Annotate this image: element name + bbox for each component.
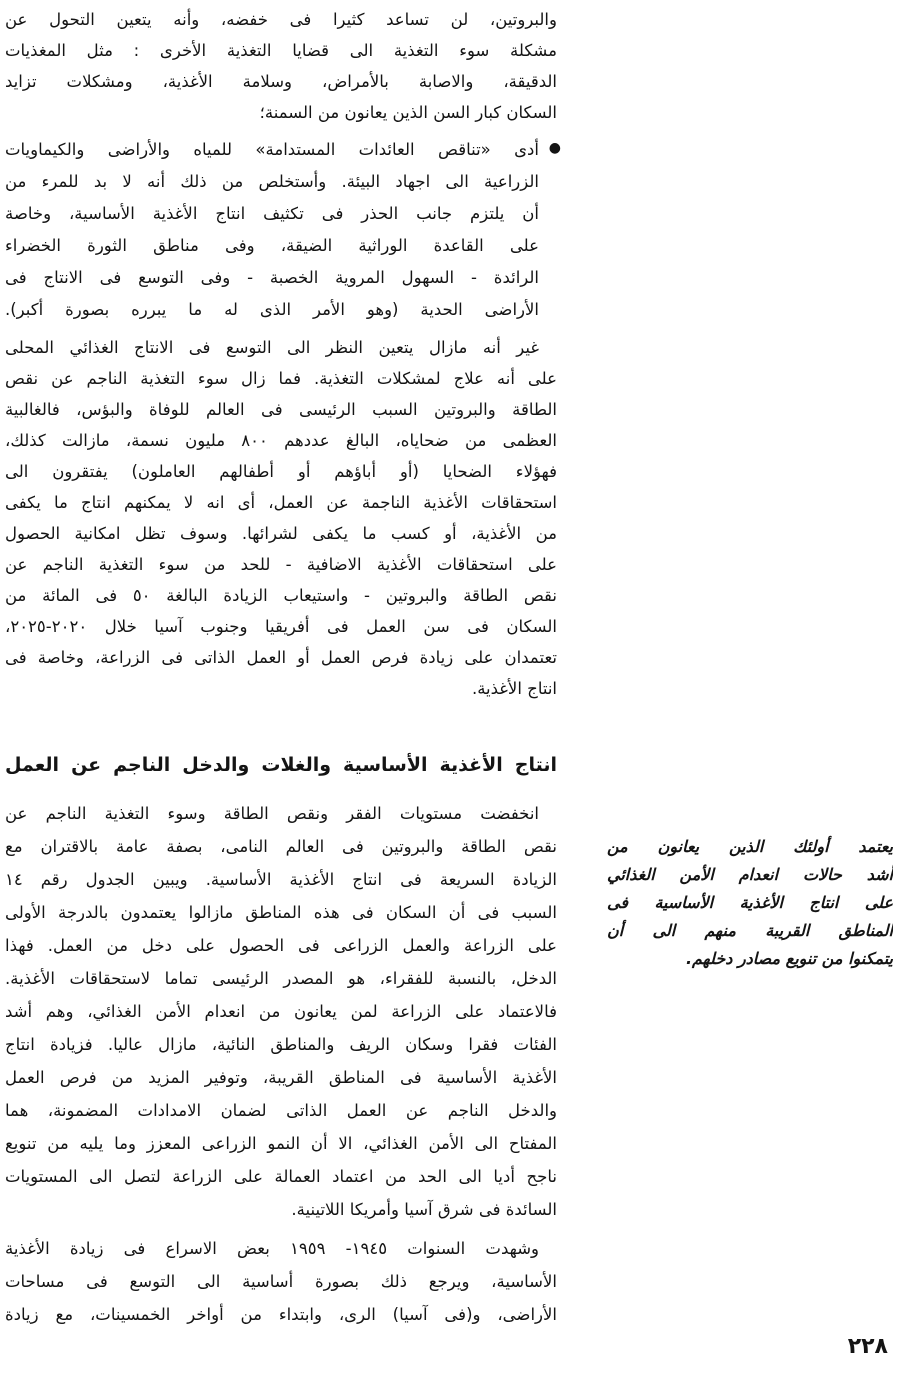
text-line: الأساسية، ويرجع ذلك بصورة أساسية الى التوسع فى مساحات — [5, 1272, 557, 1291]
text-line: انخفضت مستويات الفقر ونقص الطاقة وسوء التغذية الناجم عن — [5, 804, 539, 823]
text-line: أدى «تناقص العائدات المستدامة» للمياه والأراضى والكيماويات — [5, 140, 539, 159]
text-line: الزراعية الى اجهاد البيئة. وأستخلص من ذلك أنه لا بد للمرء من — [5, 172, 539, 191]
text-line: الأغذية الأساسية فى المناطق القريبة، وتوفير المزيد من فرص العمل — [5, 1068, 557, 1087]
section-heading: انتاج الأغذية الأساسية والغلات والدخل الناجم عن العمل — [5, 754, 557, 776]
text-line: أن يلتزم جانب الحذر فى تكثيف انتاج الأغذية الأساسية، وخاصة — [5, 204, 539, 223]
text-line: فهؤلاء الضحايا (أو أباؤهم أو أطفالهم العاملون) يفتقرون الى — [5, 462, 557, 481]
body-paragraph — [5, 1232, 557, 1331]
text-line: ناجح أديا الى الحد من اعتماد العمالة على الزراعة لتصل الى المستويات — [5, 1167, 557, 1186]
text-line: استحقاقات الأغذية الناجمة عن العمل، أى انه لا يمكنهم انتاج ما يكفى — [5, 493, 557, 512]
text-line: الرائدة - السهول المروية الخصبة - وفى التوسع فى الانتاج فى — [5, 268, 539, 287]
margin-note-line: على انتاج الأغذية الأساسية فى — [607, 893, 893, 912]
text-line: والدخل الناجم عن العمل الذاتى لضمان الامدادات المضمونة، هما — [5, 1101, 557, 1120]
intro-paragraph — [5, 4, 557, 128]
text-line: نقص الطاقة والبروتين فى العالم النامى، بصفة عامة بالاقتران مع — [5, 837, 557, 856]
text-line: والبروتين، لن تساعد كثيرا فى خفضه، وأنه يتعين التحول عن — [5, 10, 557, 29]
margin-note — [607, 833, 893, 973]
text-line: غير أنه مازال يتعين النظر الى التوسع فى الانتاج الغذائي المحلى — [5, 338, 539, 357]
margin-note-line: يعتمد أولئك الذين يعانون من — [607, 837, 893, 856]
text-line: نقص الطاقة والبروتين - واستيعاب الزيادة البالغة ٥٠ فى المائة من — [5, 586, 557, 605]
text-line: على أنه علاج لمشكلات التغذية. فما زال سوء التغذية الناجم عن نقص — [5, 369, 557, 388]
text-line: الدخل، بالنسبة للفقراء، هو المصدر الرئيسى تماما لاستحقاقات الأغذية. — [5, 969, 557, 988]
text-line: مشكلة سوء التغذية الى قضايا التغذية الأخرى : مثل المغذيات — [5, 41, 557, 60]
text-line: فالاعتماد على الزراعة لمن يعانون من انعدام الأمن الغذائي، وهم أشد — [5, 1002, 557, 1021]
bullet-paragraph — [5, 134, 539, 326]
bullet-item — [5, 134, 561, 326]
text-line: السكان فى سن العمل فى أفريقيا وجنوب آسيا خلال ٢٠٢٠-٢٠٢٥، — [5, 617, 557, 636]
text-line: انتاج الأغذية. — [471, 679, 557, 698]
text-line: المفتاح الى الأمن الغذائي، الا أن النمو الزراعى المعزز وما يليه من تنويع — [5, 1134, 557, 1153]
text-line: السبب فى أن السكان فى هذه المناطق مازالوا يعتمدون بالدرجة الأولى — [5, 903, 557, 922]
text-line: الفئات فقرا وسكان الريف والمناطق النائية، مازال عاليا. فزيادة انتاج — [5, 1035, 557, 1054]
body-paragraph — [5, 332, 557, 704]
margin-note-line: المناطق القريبة منهم الى أن — [607, 921, 893, 940]
text-line: العظمى من ضحاياه، البالغ عددهم ٨٠٠ مليون نسمة، مازالت كذلك، — [5, 431, 557, 450]
text-line: الزيادة السريعة فى انتاج الأغذية الأساسية. ويبين الجدول رقم ١٤ — [5, 870, 557, 889]
text-line: من الأغذية، أو كسب ما يكفى لشرائها. وسوف تظل امكانية الحصول — [5, 524, 557, 543]
text-line: تعتمدان على زيادة فرص العمل أو العمل الذاتى فى الزراعة، وخاصة فى — [5, 648, 557, 667]
text-line: الأراضى، و(فى آسيا) الرى، وابتداء من أواخر الخمسينات، مع زيادة — [5, 1305, 557, 1324]
text-line: على الزراعة والعمل الزراعى فى الحصول على دخل من العمل. فهذا — [5, 936, 557, 955]
body-paragraph — [5, 797, 557, 1226]
page-number: ٢٢٨ — [847, 1334, 888, 1359]
text-line: الأراضى الحدية (وهو الأمر الذى له ما يبرره بصورة أكبر). — [5, 300, 539, 319]
text-line: الدقيقة، والاصابة بالأمراض، وسلامة الأغذية، ومشكلات تزايد — [5, 72, 557, 91]
margin-note-line: أشد حالات انعدام الأمن الغذائي — [607, 865, 893, 884]
bullet-icon: ● — [548, 140, 561, 156]
text-line: على القاعدة الوراثية الضيقة، وفى مناطق الثورة الخضراء — [5, 236, 539, 255]
text-line: الطاقة والبروتين السبب الرئيسى فى العالم للوفاة والبؤس، فالغالبية — [5, 400, 557, 419]
text-line: على استحقاقات الأغذية الاضافية - للحد من سوء التغذية الناجم عن — [5, 555, 557, 574]
text-line: السائدة فى شرق آسيا وأمريكا اللاتينية. — [291, 1200, 557, 1219]
text-line: وشهدت السنوات ١٩٤٥- ١٩٥٩ بعض الاسراع فى زيادة الأغذية — [5, 1239, 539, 1258]
margin-note-line: يتمكنوا من تنويع مصادر دخلهم. — [685, 949, 893, 968]
text-line: السكان كبار السن الذين يعانون من السمنة؛ — [259, 103, 557, 122]
